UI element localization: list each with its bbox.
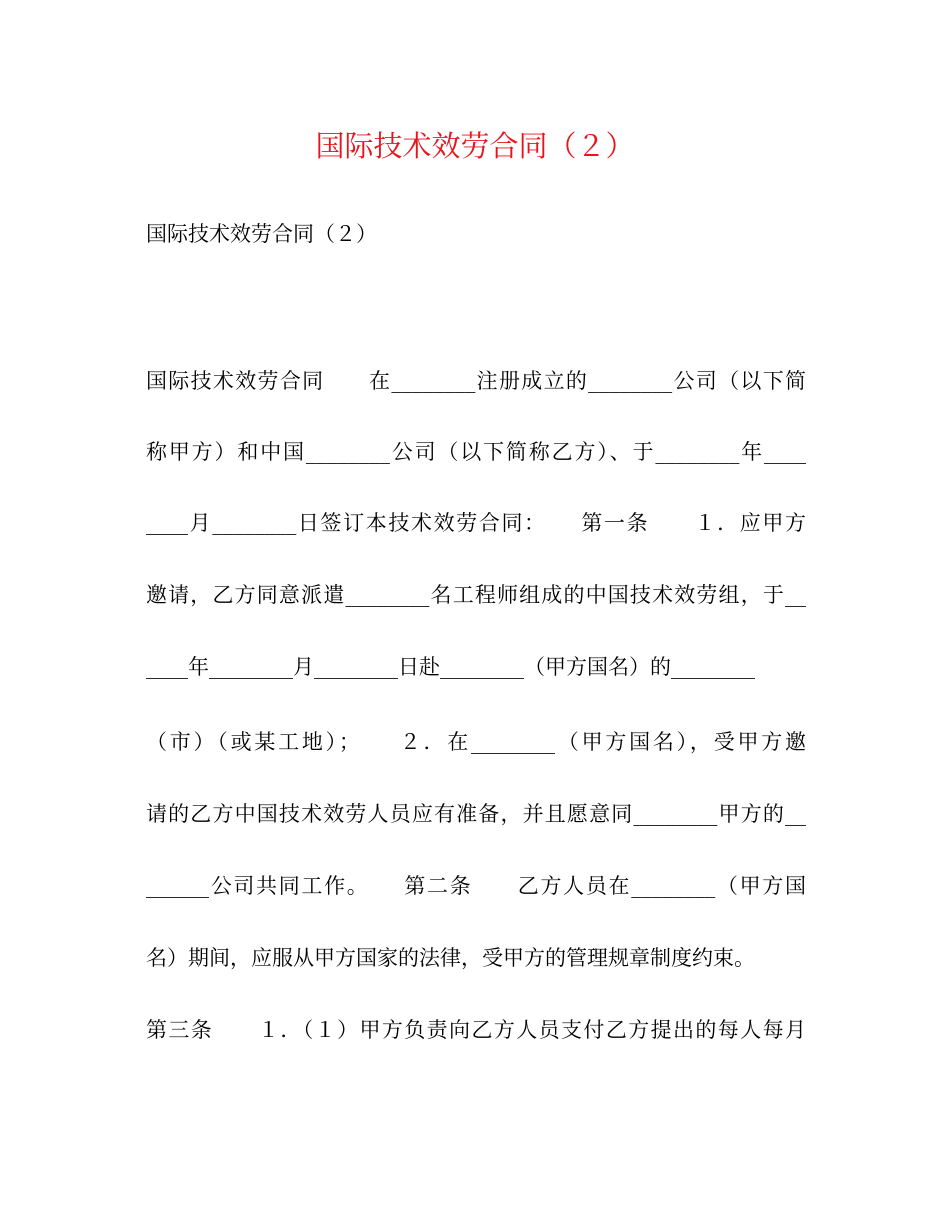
body-line-3: ____月________日签订本技术效劳合同： 第一条 １．应甲方 — [146, 511, 806, 535]
body-line-2: 称甲方）和中国________公司（以下简称乙方）、于________年____ — [146, 440, 806, 464]
body-line-1: 国际技术效劳合同 在________注册成立的________公司（以下简 — [146, 369, 806, 393]
body-line-8: ______公司共同工作。 第二条 乙方人员在________（甲方国 — [146, 874, 806, 898]
body-line-9: 名）期间，应服从甲方国家的法律，受甲方的管理规章制度约束。 — [146, 946, 755, 970]
body-line-10: 第三条 １．（１）甲方负责向乙方人员支付乙方提出的每人每月 — [146, 1018, 806, 1042]
document-title: 国际技术效劳合同（２） — [315, 129, 635, 163]
document-subtitle: 国际技术效劳合同（２） — [146, 222, 377, 246]
body-line-5: ____年________月________日赴________（甲方国名）的________ — [146, 655, 755, 679]
body-line-6: （市）（或某工地）； ２．在________（甲方国名），受甲方邀 — [146, 730, 806, 754]
body-line-4: 邀请，乙方同意派遣________名工程师组成的中国技术效劳组，于__ — [146, 583, 806, 607]
body-line-7: 请的乙方中国技术效劳人员应有准备，并且愿意同________甲方的__ — [146, 802, 806, 826]
